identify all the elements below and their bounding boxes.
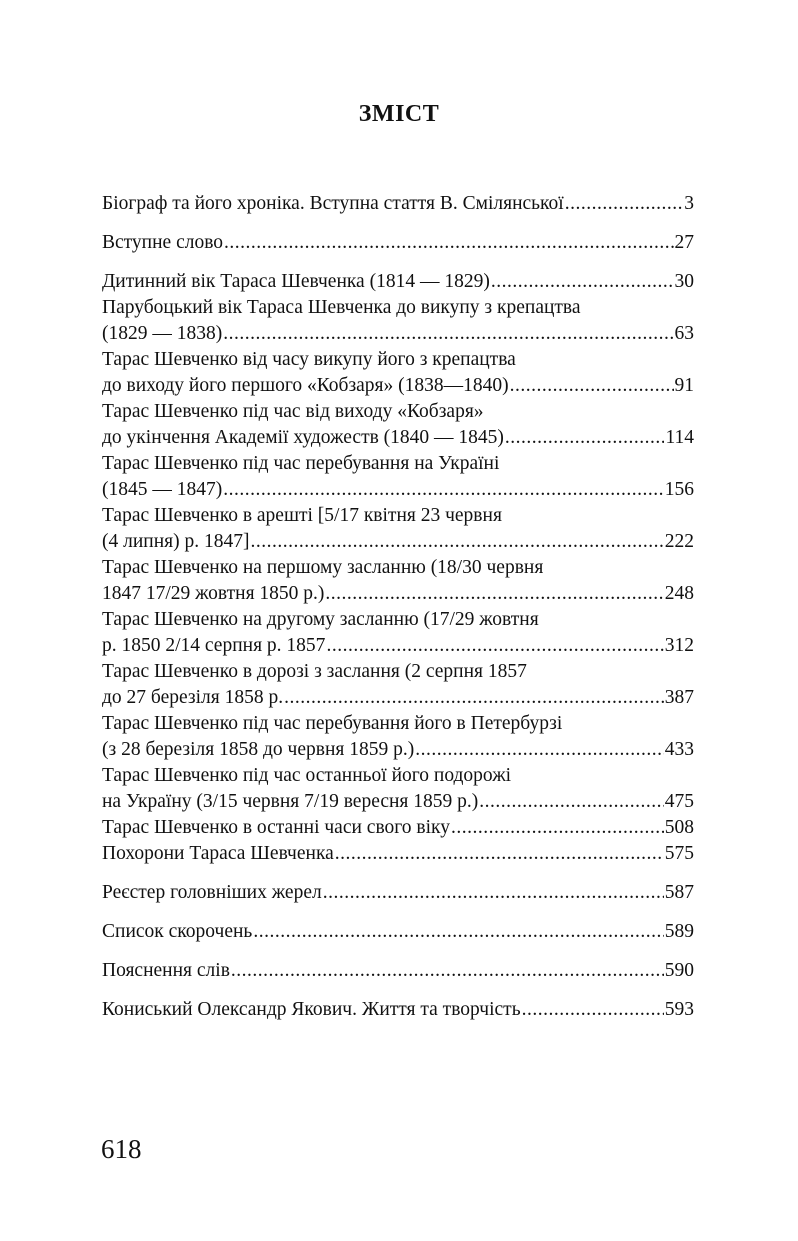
toc-entry[interactable] (102, 191, 694, 217)
dot-leader (223, 477, 664, 503)
group-spacer (102, 867, 694, 880)
toc-entry-line: Парубоцький вік Тараса Шевченка до викупу з крепацтва (102, 297, 581, 318)
group-spacer (102, 984, 694, 997)
toc-entry-line: Тарас Шевченко в дорозі з заслання (2 серпня 1857 (102, 661, 527, 682)
dot-leader (223, 321, 673, 347)
toc-entry-title: Кониський Олександр Якович. Життя та творчість (102, 999, 521, 1020)
toc-entry-leader-line (102, 477, 694, 503)
toc-entry-leader-line (102, 425, 694, 451)
toc-entry-title: на Україну (3/15 червня 7/19 вересня 1859 р.) (102, 791, 479, 812)
toc-entry-page: 248 (664, 583, 694, 604)
toc-entry-page: 475 (664, 791, 694, 812)
toc-entry-title: Пояснення слів (102, 960, 230, 981)
dot-leader (326, 633, 663, 659)
toc-entry-page: 508 (664, 817, 694, 838)
toc-entry-title: Реєстер головніших жерел (102, 882, 322, 903)
toc-entry[interactable] (102, 919, 694, 945)
toc-entry[interactable] (102, 451, 694, 503)
toc-entry-page: 593 (664, 999, 694, 1020)
dot-leader (231, 958, 664, 984)
toc-entry-page: 3 (684, 193, 694, 214)
toc-entry[interactable] (102, 659, 694, 711)
toc-entry-leader-line (102, 958, 694, 984)
toc-entry-leader-line (102, 269, 694, 295)
toc-entry[interactable] (102, 269, 694, 295)
dot-leader (451, 815, 664, 841)
dot-leader (505, 425, 665, 451)
toc-entry[interactable] (102, 815, 694, 841)
toc-entry[interactable] (102, 399, 694, 451)
dot-leader (415, 737, 664, 763)
toc-entry-title: Тарас Шевченко в останні часи свого віку (102, 817, 450, 838)
toc-entry-leader-line (102, 880, 694, 906)
page-title: ЗМІСТ (358, 101, 440, 127)
toc-entry-leader-line (102, 321, 694, 347)
toc-entry-page: 387 (664, 687, 694, 708)
toc-entry-title: до 27 березіля 1858 р. (102, 687, 284, 708)
toc-entry-page: 27 (674, 232, 694, 253)
toc-entry-line: Тарас Шевченко в арешті [5/17 квітня 23 червня (102, 505, 502, 526)
dot-leader (565, 191, 684, 217)
toc-entry-title: 1847 17/29 жовтня 1850 р.) (102, 583, 325, 604)
toc-entry-leader-line (102, 529, 694, 555)
dot-leader (323, 880, 664, 906)
toc-entry-page: 91 (674, 375, 694, 396)
dot-leader (491, 269, 674, 295)
toc-entry[interactable] (102, 880, 694, 906)
toc-entry-title: (4 липня) р. 1847] (102, 531, 250, 552)
toc-entry-line: Тарас Шевченко під час перебування на Україні (102, 453, 500, 474)
toc-entry[interactable] (102, 230, 694, 256)
toc-entry-title: Похорони Тараса Шевченка (102, 843, 334, 864)
toc-entry-title: (з 28 березіля 1858 до червня 1859 р.) (102, 739, 415, 760)
toc-entry-line: Тарас Шевченко під час перебування його в Петербурзі (102, 713, 563, 734)
group-spacer (102, 906, 694, 919)
toc-entry-page: 63 (674, 323, 694, 344)
dot-leader (224, 230, 673, 256)
toc-entry-leader-line (102, 841, 694, 867)
toc-entry-page: 222 (664, 531, 694, 552)
toc-entry-leader-line (102, 373, 694, 399)
toc-entry-leader-line (102, 191, 694, 217)
dot-leader (253, 919, 663, 945)
toc-entry-leader-line (102, 581, 694, 607)
toc-entry[interactable] (102, 997, 694, 1023)
toc-entry[interactable] (102, 841, 694, 867)
toc-entry[interactable] (102, 607, 694, 659)
dot-leader (251, 529, 664, 555)
toc-entry-leader-line (102, 919, 694, 945)
dot-leader (479, 789, 663, 815)
dot-leader (284, 685, 664, 711)
toc-entry-page: 156 (664, 479, 694, 500)
toc-entry-title: Вступне слово (102, 232, 224, 253)
toc-entry-line: Тарас Шевченко під час від виходу «Кобзаря» (102, 401, 484, 422)
toc-entry-page: 587 (664, 882, 694, 903)
toc-entry-leader-line (102, 789, 694, 815)
dot-leader (510, 373, 674, 399)
toc-entry-line: Тарас Шевченко на першому засланню (18/30 червня (102, 557, 544, 578)
toc-entry-page: 575 (664, 843, 694, 864)
toc-entry[interactable] (102, 958, 694, 984)
dot-leader (325, 581, 663, 607)
toc-entry-page: 312 (664, 635, 694, 656)
toc-entry-leader-line (102, 997, 694, 1023)
toc-entry-page: 590 (664, 960, 694, 981)
toc-entry-leader-line (102, 815, 694, 841)
toc-entry-title: Біограф та його хроніка. Вступна стаття В. Смілянської (102, 193, 564, 214)
toc-entry-page: 114 (665, 427, 694, 448)
toc-entry-title: Список скорочень (102, 921, 253, 942)
dot-leader (335, 841, 664, 867)
toc-entry-title: до укінчення Академії художеств (1840 — 1845) (102, 427, 504, 448)
toc-entry-line: Тарас Шевченко під час останньої його подорожі (102, 765, 512, 786)
page-number: 618 (101, 1134, 142, 1164)
toc-entry-page: 30 (674, 271, 694, 292)
toc-entry[interactable] (102, 555, 694, 607)
toc-entry[interactable] (102, 347, 694, 399)
group-spacer (102, 256, 694, 269)
toc-entry[interactable] (102, 295, 694, 347)
toc-entry-line: Тарас Шевченко на другому засланню (17/29 жовтня (102, 609, 539, 630)
table-of-contents (102, 191, 694, 1023)
toc-entry-page: 589 (664, 921, 694, 942)
toc-entry-title: (1829 — 1838) (102, 323, 223, 344)
toc-entry[interactable] (102, 763, 694, 815)
group-spacer (102, 945, 694, 958)
group-spacer (102, 217, 694, 230)
toc-entry-page: 433 (664, 739, 694, 760)
toc-entry-title: р. 1850 2/14 серпня р. 1857 (102, 635, 326, 656)
toc-entry-leader-line (102, 685, 694, 711)
dot-leader (522, 997, 664, 1023)
toc-entry-title: до виходу його першого «Кобзаря» (1838—1840) (102, 375, 509, 396)
toc-entry-title: (1845 — 1847) (102, 479, 223, 500)
toc-entry-title: Дитинний вік Тараса Шевченка (1814 — 1829) (102, 271, 490, 292)
toc-entry-leader-line (102, 737, 694, 763)
toc-entry-leader-line (102, 633, 694, 659)
toc-entry[interactable] (102, 503, 694, 555)
toc-entry[interactable] (102, 711, 694, 763)
toc-entry-line: Тарас Шевченко від часу викупу його з крепацтва (102, 349, 516, 370)
toc-entry-leader-line (102, 230, 694, 256)
